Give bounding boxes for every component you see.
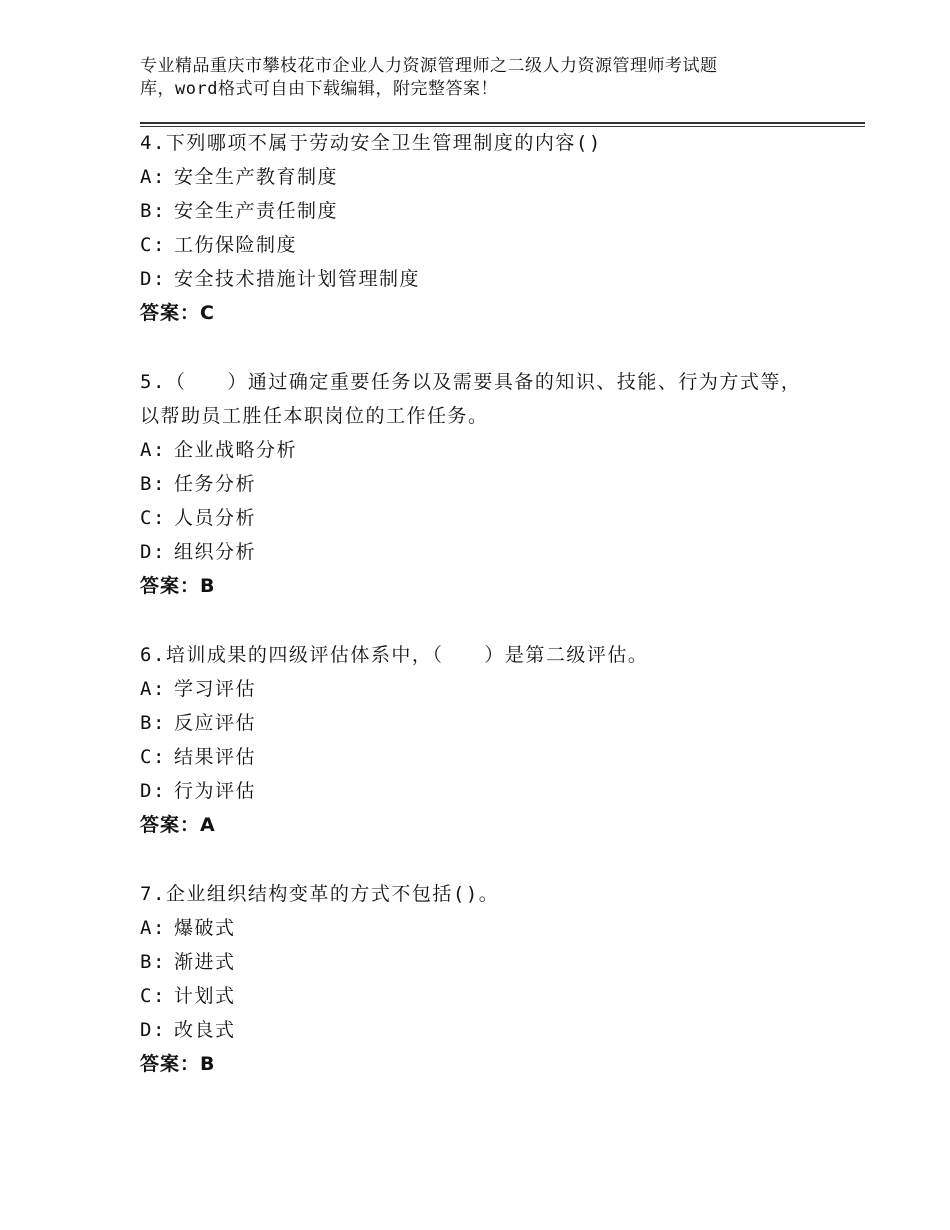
- option-a: [140, 672, 820, 706]
- option-c: [140, 501, 820, 535]
- question-4: [140, 126, 820, 330]
- option-text: 计划式: [174, 985, 236, 1007]
- option-text: 学习评估: [174, 678, 257, 700]
- option-text: 安全生产责任制度: [174, 200, 339, 222]
- option-letter: A:: [140, 439, 166, 461]
- option-a: [140, 160, 820, 194]
- question-7: [140, 877, 820, 1081]
- option-text: 爆破式: [174, 917, 236, 939]
- option-d: [140, 535, 820, 569]
- header-line-2: 库，word格式可自由下载编辑，附完整答案！: [140, 79, 498, 99]
- option-letter: C:: [140, 985, 166, 1007]
- option-c: [140, 228, 820, 262]
- question-text: 6.培训成果的四级评估体系中，（ ）是第二级评估。: [140, 644, 649, 666]
- document-header: [140, 55, 780, 101]
- header-line-1: 专业精品重庆市攀枝花市企业人力资源管理师之二级人力资源管理师考试题: [140, 56, 718, 76]
- option-letter: D:: [140, 268, 166, 290]
- answer-line: 答案：A: [140, 814, 216, 836]
- option-c: [140, 740, 820, 774]
- option-text: 安全生产教育制度: [174, 166, 339, 188]
- header-divider-thick: [140, 122, 865, 124]
- option-b: [140, 706, 820, 740]
- option-letter: C:: [140, 234, 166, 256]
- option-letter: C:: [140, 507, 166, 529]
- answer-line: 答案：B: [140, 575, 216, 597]
- option-letter: A:: [140, 917, 166, 939]
- option-b: [140, 467, 820, 501]
- option-letter: B:: [140, 712, 166, 734]
- option-letter: B:: [140, 473, 166, 495]
- option-letter: B:: [140, 951, 166, 973]
- question-text: 7.企业组织结构变革的方式不包括()。: [140, 883, 500, 905]
- option-text: 结果评估: [174, 746, 257, 768]
- answer-line: 答案：C: [140, 302, 215, 324]
- option-text: 人员分析: [174, 507, 257, 529]
- option-text: 工伤保险制度: [174, 234, 298, 256]
- option-text: 反应评估: [174, 712, 257, 734]
- question-text: 4.下列哪项不属于劳动安全卫生管理制度的内容(): [140, 132, 602, 154]
- question-text: 5.（ ）通过确定重要任务以及需要具备的知识、技能、行为方式等，以帮助员工胜任本职岗位的工作任务。: [140, 371, 802, 427]
- option-letter: A:: [140, 166, 166, 188]
- option-text: 改良式: [174, 1019, 236, 1041]
- option-text: 组织分析: [174, 541, 257, 563]
- option-text: 企业战略分析: [174, 439, 298, 461]
- option-letter: C:: [140, 746, 166, 768]
- option-d: [140, 1013, 820, 1047]
- option-b: [140, 194, 820, 228]
- option-a: [140, 911, 820, 945]
- option-text: 行为评估: [174, 780, 257, 802]
- option-c: [140, 979, 820, 1013]
- option-letter: D:: [140, 780, 166, 802]
- answer-line: 答案：B: [140, 1053, 216, 1075]
- option-text: 任务分析: [174, 473, 257, 495]
- option-letter: D:: [140, 1019, 166, 1041]
- option-letter: D:: [140, 541, 166, 563]
- option-text: 安全技术措施计划管理制度: [174, 268, 421, 290]
- question-5: [140, 365, 820, 603]
- option-text: 渐进式: [174, 951, 236, 973]
- option-letter: A:: [140, 678, 166, 700]
- question-6: [140, 638, 820, 842]
- option-letter: B:: [140, 200, 166, 222]
- option-d: [140, 774, 820, 808]
- option-b: [140, 945, 820, 979]
- option-d: [140, 262, 820, 296]
- option-a: [140, 433, 820, 467]
